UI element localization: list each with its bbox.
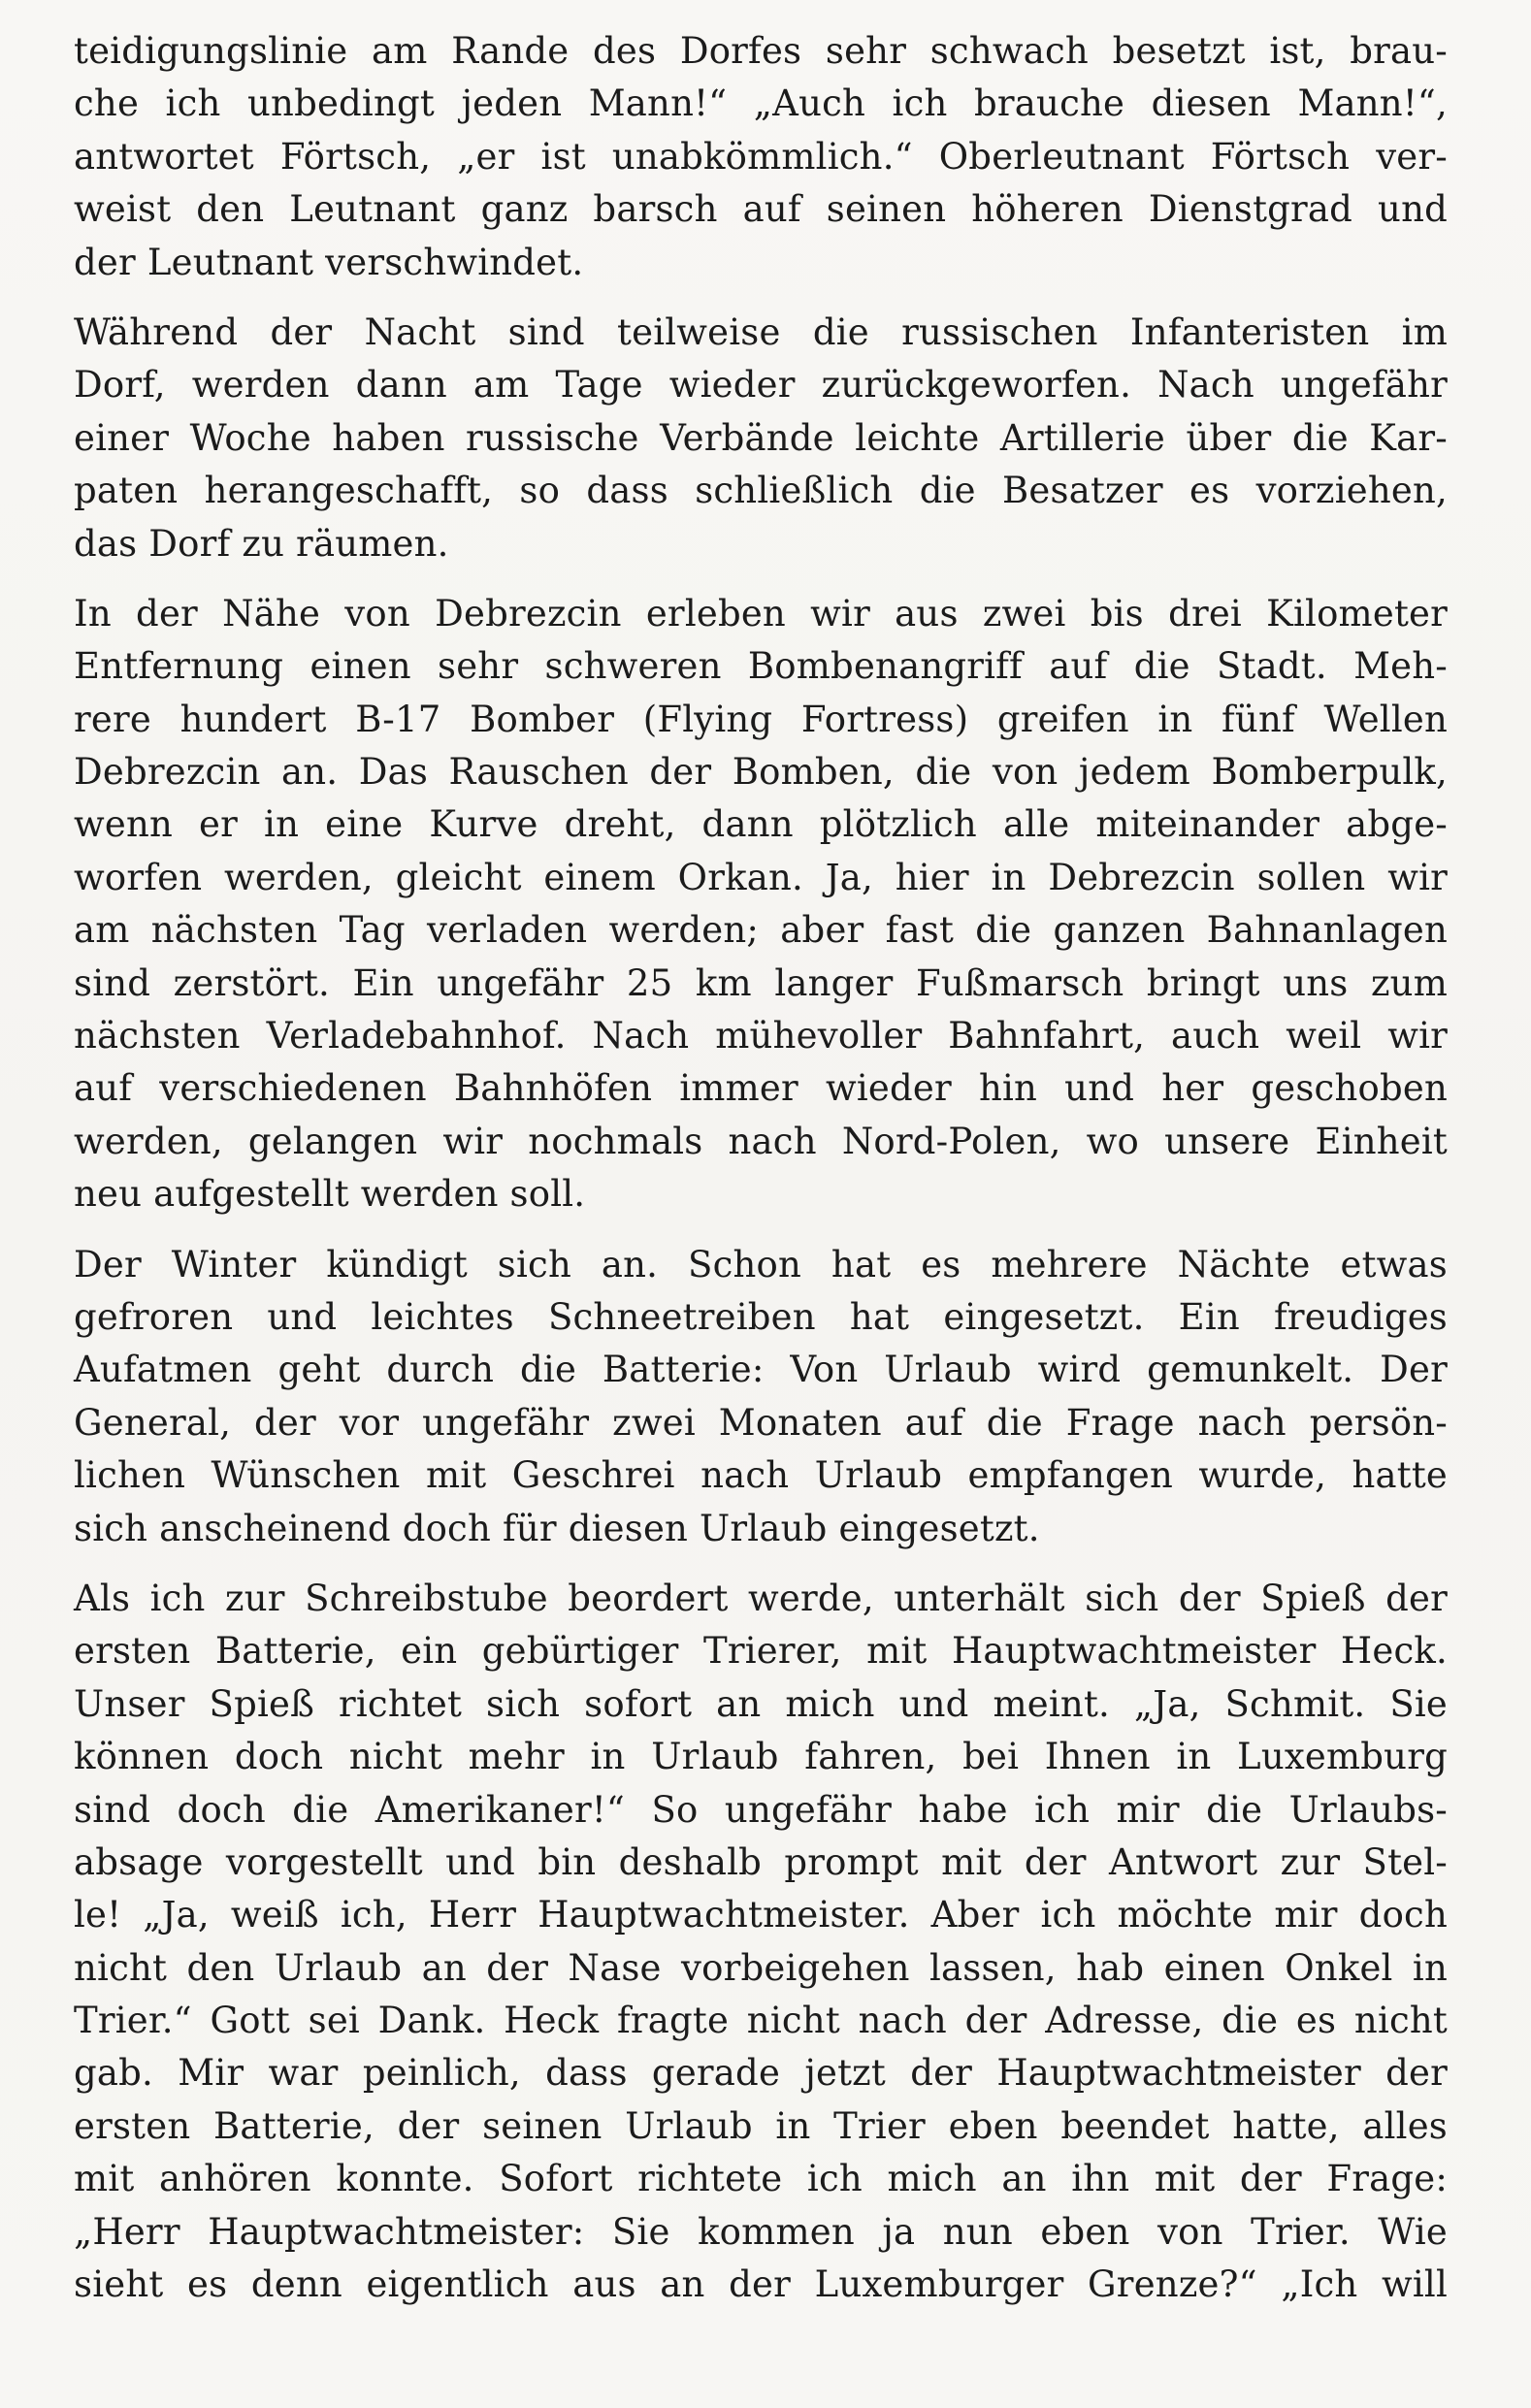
paragraph [74,588,1448,1221]
text-line: Entfernung einen sehr schweren Bombenangriff auf die Stadt. Meh- [74,645,1448,688]
text-line: worfen werden, gleicht einem Orkan. Ja, hier in Debrezcin sollen wir [74,856,1448,898]
text-line: Der Winter kündigt sich an. Schon hat es mehrere Nächte etwas [74,1243,1448,1285]
text-line: können doch nicht mehr in Urlaub fahren, bei Ihnen in Luxemburg [74,1736,1448,1778]
text-line: Aufatmen geht durch die Batterie: Von Urlaub wird gemunkelt. Der [74,1349,1448,1391]
text-line: sieht es denn eigentlich aus an der Luxemburger Grenze?“ „Ich will [74,2263,1448,2306]
text-line: am nächsten Tag verladen werden; aber fast die ganzen Bahnanlagen [74,909,1448,952]
text-line: sind doch die Amerikaner!“ So ungefähr habe ich mir die Urlaubs- [74,1788,1448,1831]
text-line: wenn er in eine Kurve dreht, dann plötzlich alle miteinander abge- [74,803,1448,846]
text-line: teidigungslinie am Rande des Dorfes sehr schwach besetzt ist, brau- [74,30,1448,72]
text-line: sich anscheinend doch für diesen Urlaub eingesetzt. [74,1507,1040,1549]
text-line: Während der Nacht sind teilweise die russischen Infanteristen im [74,310,1448,353]
text-line: einer Woche haben russische Verbände leichte Artillerie über die Kar- [74,416,1448,459]
text-line: antwortet Förtsch, „er ist unabkömmlich.“ Oberleutnant Förtsch ver- [74,135,1448,178]
text-line: Dorf, werden dann am Tage wieder zurückgeworfen. Nach ungefähr [74,364,1448,407]
text-line: Als ich zur Schreibstube beordert werde, unterhält sich der Spieß der [74,1577,1448,1619]
text-line: absage vorgestellt und bin deshalb prompt mit der Antwort zur Stel- [74,1840,1448,1883]
text-line: nächsten Verladebahnhof. Nach mühevoller Bahnfahrt, auch weil wir [74,1015,1448,1058]
text-line: ersten Batterie, der seinen Urlaub in Trier eben beendet hatte, alles [74,2104,1448,2147]
text-line: werden, gelangen wir nochmals nach Nord-Polen, wo unsere Einheit [74,1120,1448,1162]
text-line: nicht den Urlaub an der Nase vorbeigehen lassen, hab einen Onkel in [74,1946,1448,1989]
text-line: mit anhören konnte. Sofort richtete ich mich an ihn mit der Frage: [74,2158,1448,2200]
paragraph [74,307,1448,570]
text-line: rere hundert B-17 Bomber (Flying Fortress) greifen in fünf Wellen [74,698,1448,740]
text-line: che ich unbedingt jeden Mann!“ „Auch ich brauche diesen Mann!“, [74,82,1448,125]
text-line: lichen Wünschen mit Geschrei nach Urlaub empfangen wurde, hatte [74,1454,1448,1497]
paragraph [74,25,1448,289]
text-line: In der Nähe von Debrezcin erleben wir aus zwei bis drei Kilometer [74,592,1448,635]
body-text [74,25,1448,2328]
text-line: paten herangeschafft, so dass schließlich die Besatzer es vorziehen, [74,470,1448,512]
text-line: auf verschiedenen Bahnhöfen immer wieder hin und her geschoben [74,1067,1448,1110]
text-line: General, der vor ungefähr zwei Monaten auf die Frage nach persön- [74,1401,1448,1444]
paragraph [74,1573,1448,2311]
text-line: Trier.“ Gott sei Dank. Heck fragte nicht nach der Adresse, die es nicht [74,2000,1448,2042]
text-line: Debrezcin an. Das Rauschen der Bomben, die von jedem Bomberpulk, [74,751,1448,794]
text-line: „Herr Hauptwachtmeister: Sie kommen ja nun eben von Trier. Wie [74,2210,1448,2253]
text-line: das Dorf zu räumen. [74,522,449,565]
text-line: gab. Mir war peinlich, dass gerade jetzt der Hauptwachtmeister der [74,2052,1448,2095]
text-line: ersten Batterie, ein gebürtiger Trierer, mit Hauptwachtmeister Heck. [74,1630,1448,1673]
text-line: weist den Leutnant ganz barsch auf seinen höheren Dienstgrad und [74,188,1448,231]
paragraph [74,1239,1448,1555]
text-line: gefroren und leichtes Schneetreiben hat eingesetzt. Ein freudiges [74,1295,1448,1338]
text-line: neu aufgestellt werden soll. [74,1173,586,1216]
text-line: der Leutnant verschwindet. [74,241,584,283]
text-line: sind zerstört. Ein ungefähr 25 km langer Fußmarsch bringt uns zum [74,961,1448,1004]
text-line: le! „Ja, weiß ich, Herr Hauptwachtmeister. Aber ich möchte mir doch [74,1894,1448,1936]
text-line: Unser Spieß richtet sich sofort an mich und meint. „Ja, Schmit. Sie [74,1682,1448,1725]
